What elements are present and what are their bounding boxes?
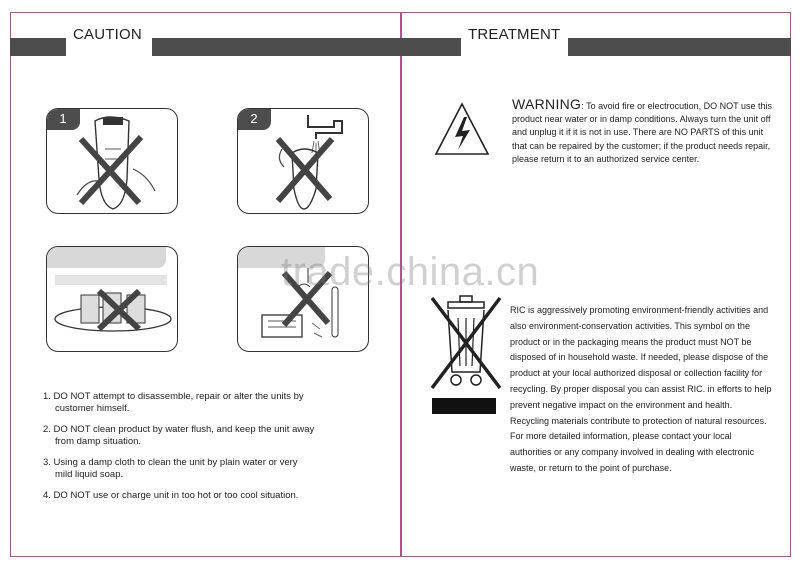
treatment-bar-right <box>568 38 791 56</box>
caution-bar-left <box>10 38 66 56</box>
caution-list <box>43 391 363 511</box>
list-item-text: 3. Using a damp cloth to clean the unit by plain water or very <box>43 457 298 468</box>
list-item <box>43 391 363 415</box>
crossed-bin-weee-icon <box>428 292 504 396</box>
warning-title: WARNING <box>512 96 582 112</box>
treatment-title: TREATMENT <box>462 24 566 46</box>
recycling-paragraph-2: For more detailed information, please contact your local authorities or any company involved in dealing with electronic waste, or return to the point of purchase. <box>510 431 755 473</box>
warning-block <box>512 98 772 166</box>
panel-number: 1 <box>46 108 80 130</box>
warning-electric-icon <box>434 101 490 157</box>
list-item <box>43 457 363 481</box>
recycling-paragraph-1: RIC is aggressively promoting environment-friendly activities and also environment-conservation activities. This symbol on the product or in the packaging means the product must NOT be disposed of in household waste. If needed, please dispose of the product at your local authorized disposal or collection facility for recycling. By proper disposal you can assist RIC. in efforts to help prevent negative impact on the environment and health. Recycling materials contribute to protection of natural resources. <box>510 305 772 426</box>
weee-black-bar <box>432 398 496 414</box>
watermark: trade.china.cn <box>281 250 540 294</box>
list-item-text: 2. DO NOT clean product by water flush, and keep the unit away <box>43 424 315 435</box>
list-item-continuation: customer himself. <box>55 403 130 414</box>
list-item-continuation: from damp situation. <box>55 436 142 447</box>
list-item <box>43 424 363 448</box>
blurred-area <box>55 275 167 285</box>
caution-title: CAUTION <box>67 24 148 46</box>
treatment-bar-left <box>401 38 461 56</box>
warning-text: : To avoid fire or electrocution, DO NOT use this product near water or in damp conditions. Always turn the unit off and unplug it if it is not in use. There are NO PARTS of this unit that can be repaired by the customer; if the product needs repair, please return it to an authorized service center. <box>512 101 772 164</box>
list-item-text: 1. DO NOT attempt to disassemble, repair or alter the units by <box>43 391 304 402</box>
list-item <box>43 490 363 502</box>
list-item-continuation: mild liquid soap. <box>55 469 124 480</box>
caution-panel-1 <box>46 108 178 214</box>
caution-panel-3 <box>46 246 178 352</box>
panel-number: 2 <box>237 108 271 130</box>
caution-panel-2 <box>237 108 369 214</box>
list-item-text: 4. DO NOT use or charge unit in too hot or too cool situation. <box>43 490 299 501</box>
recycling-block <box>510 303 772 477</box>
panel-number-blurred <box>46 246 166 268</box>
caution-bar-right <box>152 38 401 56</box>
